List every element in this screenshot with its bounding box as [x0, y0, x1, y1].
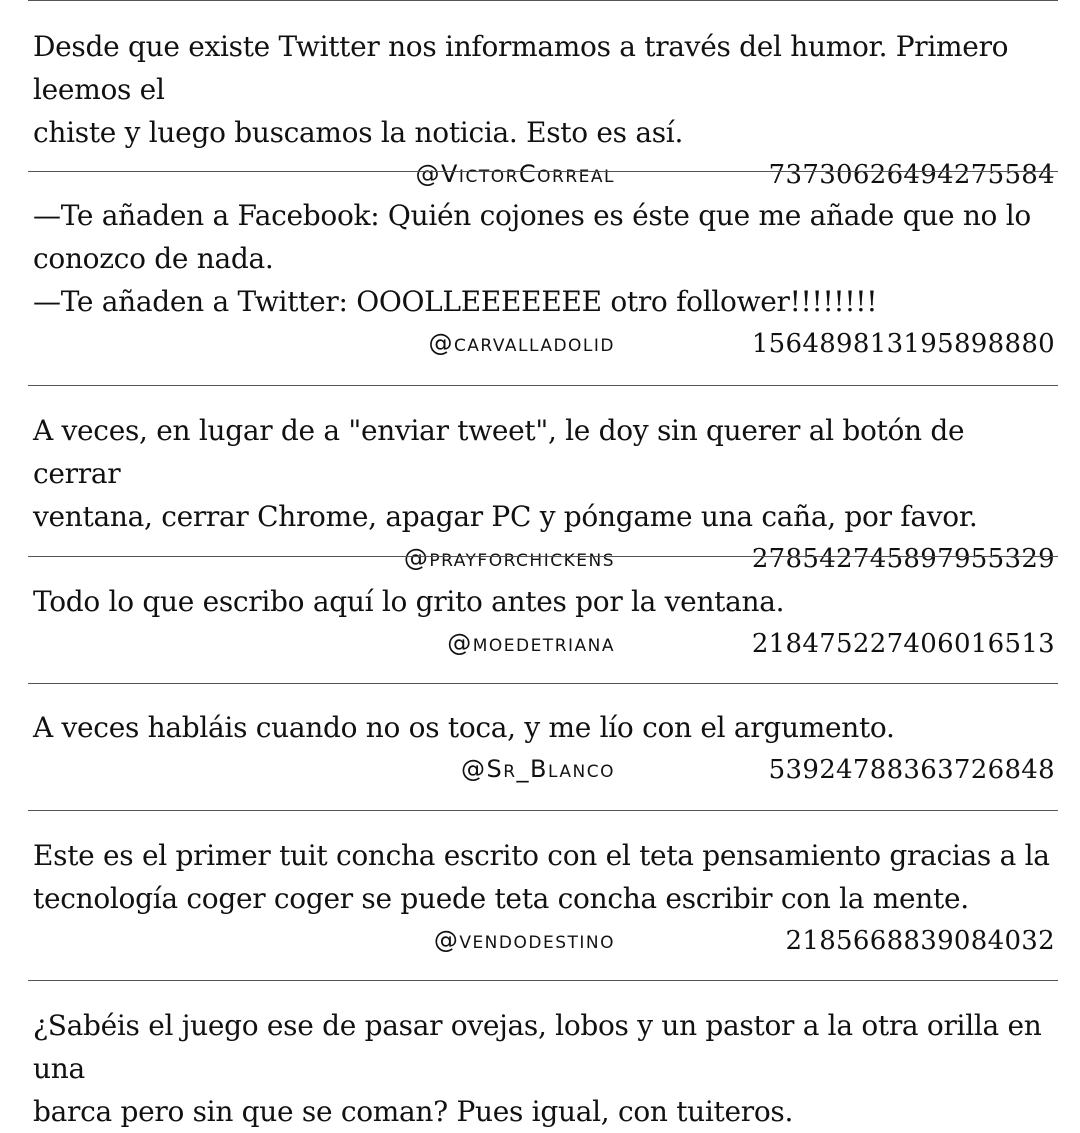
tweet-handle: @vendodestino	[433, 926, 615, 954]
tweet-id: 73730626494275584	[768, 160, 1055, 190]
tweet-id: 156489813195898880	[751, 329, 1055, 359]
tweet-id: 53924788363726848	[768, 755, 1055, 785]
tweet-entry	[33, 834, 1055, 965]
divider	[28, 810, 1058, 811]
tweet-meta	[33, 920, 1055, 965]
tweet-handle: @Sr_Blanco	[461, 755, 615, 783]
tweet-entry	[33, 194, 1055, 368]
tweet-handle: @moedetriana	[447, 629, 615, 657]
divider	[28, 556, 1058, 557]
tweet-meta	[33, 749, 1055, 794]
tweet-handle: @prayforchickens	[403, 544, 615, 572]
tweet-id: 2185668839084032	[785, 926, 1055, 956]
tweet-text: Todo lo que escribo aquí lo grito antes por la ventana.	[33, 585, 785, 618]
tweet-entry	[33, 706, 1055, 794]
tweet-meta	[33, 623, 1055, 668]
divider	[28, 683, 1058, 684]
tweet-meta	[33, 154, 1055, 199]
tweet-text: Desde que existe Twitter nos informamos a través del humor. Primero leemos el chiste y luego buscamos la noticia. Esto es así.	[33, 30, 1009, 149]
tweet-text: A veces habláis cuando no os toca, y me lío con el argumento.	[33, 711, 895, 744]
tweet-entry	[33, 1004, 1055, 1133]
divider	[28, 980, 1058, 981]
divider	[28, 0, 1058, 1]
tweet-text: —Te añaden a Facebook: Quién cojones es éste que me añade que no lo conozco de nada. —Te añaden a Twitter: OOOLLEEEEEEE otro follower!!!!!!!!	[33, 199, 1031, 318]
tweet-text: Este es el primer tuit concha escrito con el teta pensamiento gracias a la tecnología coger coger se puede teta concha escribir con la mente.	[33, 839, 1050, 915]
tweet-handle: @VictorCorreal	[415, 160, 615, 188]
tweet-text: A veces, en lugar de a "enviar tweet", le doy sin querer al botón de cerrar ventana, cerrar Chrome, apagar PC y póngame una caña, por favor.	[33, 414, 978, 533]
tweet-text: ¿Sabéis el juego ese de pasar ovejas, lobos y un pastor a la otra orilla en una barca pero sin que se coman? Pues igual, con tuiteros.	[33, 1009, 1042, 1128]
tweet-id: 218475227406016513	[751, 629, 1055, 659]
divider	[28, 171, 1058, 172]
tweet-handle: @carvalladolid	[428, 329, 615, 357]
divider	[28, 385, 1058, 386]
tweet-meta	[33, 538, 1055, 583]
tweet-entry	[33, 25, 1055, 199]
tweet-meta	[33, 323, 1055, 368]
tweet-id: 278542745897955329	[751, 544, 1055, 574]
tweet-entry	[33, 580, 1055, 668]
